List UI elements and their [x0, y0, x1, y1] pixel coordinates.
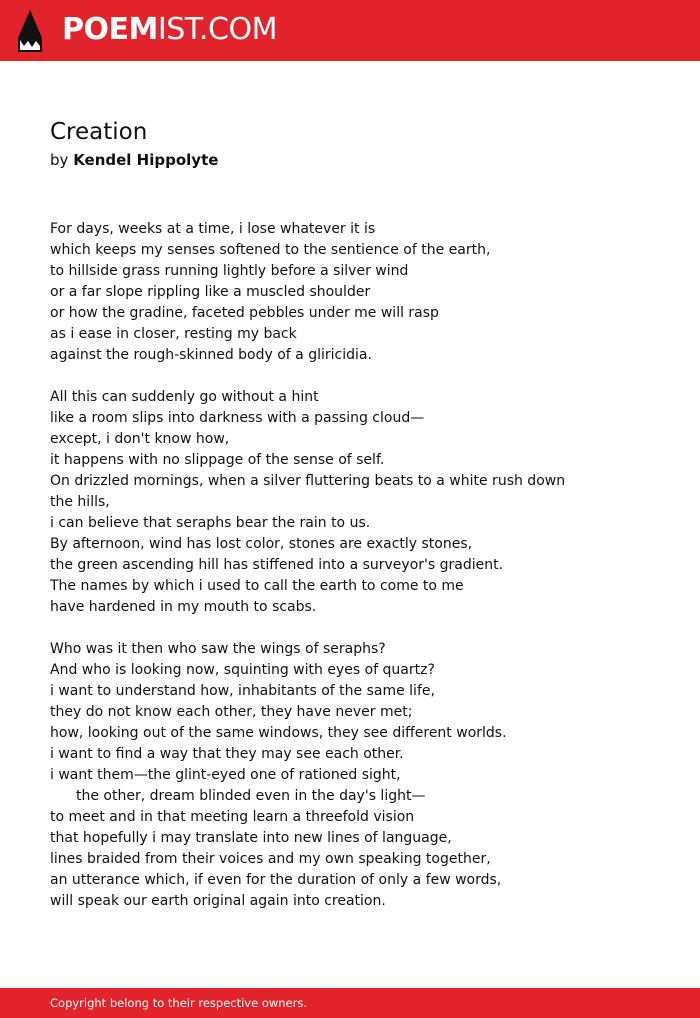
poem-line: the other, dream blinded even in the day's light—: [76, 788, 426, 804]
poem-line: The names by which i used to call the earth to come to me: [50, 578, 464, 594]
poem-line: will speak our earth original again into creation.: [50, 893, 386, 909]
site-footer: [0, 988, 700, 1018]
poem-line: or a far slope rippling like a muscled shoulder: [50, 284, 371, 300]
poem-line: the green ascending hill has stiffened into a surveyor's gradient.: [50, 557, 504, 573]
brand-rest: IST.COM: [157, 12, 277, 47]
site-logo[interactable]: [62, 12, 277, 48]
poem-line: By afternoon, wind has lost color, stones are exactly stones,: [50, 536, 473, 552]
by-label: by: [50, 151, 69, 169]
poem-line: On drizzled mornings, when a silver fluttering beats to a white rush down: [50, 473, 566, 489]
stanza-1: [50, 219, 670, 366]
poem-line: i want them—the glint-eyed one of rationed sight,: [50, 767, 401, 783]
poem-body: [50, 219, 670, 933]
stanza-3: [50, 639, 670, 912]
poem-line: And who is looking now, squinting with eyes of quartz?: [50, 662, 435, 678]
poem-line: against the rough-skinned body of a gliricidia.: [50, 347, 372, 363]
poem-line: that hopefully i may translate into new lines of language,: [50, 830, 452, 846]
poem-line: like a room slips into darkness with a passing cloud—: [50, 410, 425, 426]
poem-line: or how the gradine, faceted pebbles under me will rasp: [50, 305, 439, 321]
poem-line: i can believe that seraphs bear the rain to us.: [50, 515, 371, 531]
poem-line: it happens with no slippage of the sense of self.: [50, 452, 385, 468]
poem-line: i want to understand how, inhabitants of the same life,: [50, 683, 435, 699]
poem-title: Creation: [50, 119, 148, 145]
poem-line: the hills,: [50, 494, 110, 510]
poem-line: which keeps my senses softened to the sentience of the earth,: [50, 242, 491, 258]
poem-line: For days, weeks at a time, i lose whatever it is: [50, 221, 376, 237]
poem-line: lines braided from their voices and my own speaking together,: [50, 851, 491, 867]
poem-line: have hardened in my mouth to scabs.: [50, 599, 317, 615]
poem-line: except, i don't know how,: [50, 431, 230, 447]
site-header: [0, 0, 700, 61]
poem-line: i want to find a way that they may see each other.: [50, 746, 404, 762]
author-name: Kendel Hippolyte: [73, 151, 219, 169]
byline: [50, 150, 218, 170]
poem-line: an utterance which, if even for the duration of only a few words,: [50, 872, 502, 888]
stanza-2: [50, 387, 670, 618]
poem-line: to meet and in that meeting learn a threefold vision: [50, 809, 415, 825]
copyright-notice: Copyright belong to their respective owners.: [50, 996, 308, 1010]
pencil-tip-icon[interactable]: [18, 10, 42, 52]
poem-line: how, looking out of the same windows, they see different worlds.: [50, 725, 507, 741]
poem-line: they do not know each other, they have never met;: [50, 704, 413, 720]
poem-line: as i ease in closer, resting my back: [50, 326, 297, 342]
brand-bold: POEM: [62, 12, 158, 47]
poem-line: to hillside grass running lightly before a silver wind: [50, 263, 409, 279]
poem-line: All this can suddenly go without a hint: [50, 389, 319, 405]
poem-line: Who was it then who saw the wings of seraphs?: [50, 641, 386, 657]
